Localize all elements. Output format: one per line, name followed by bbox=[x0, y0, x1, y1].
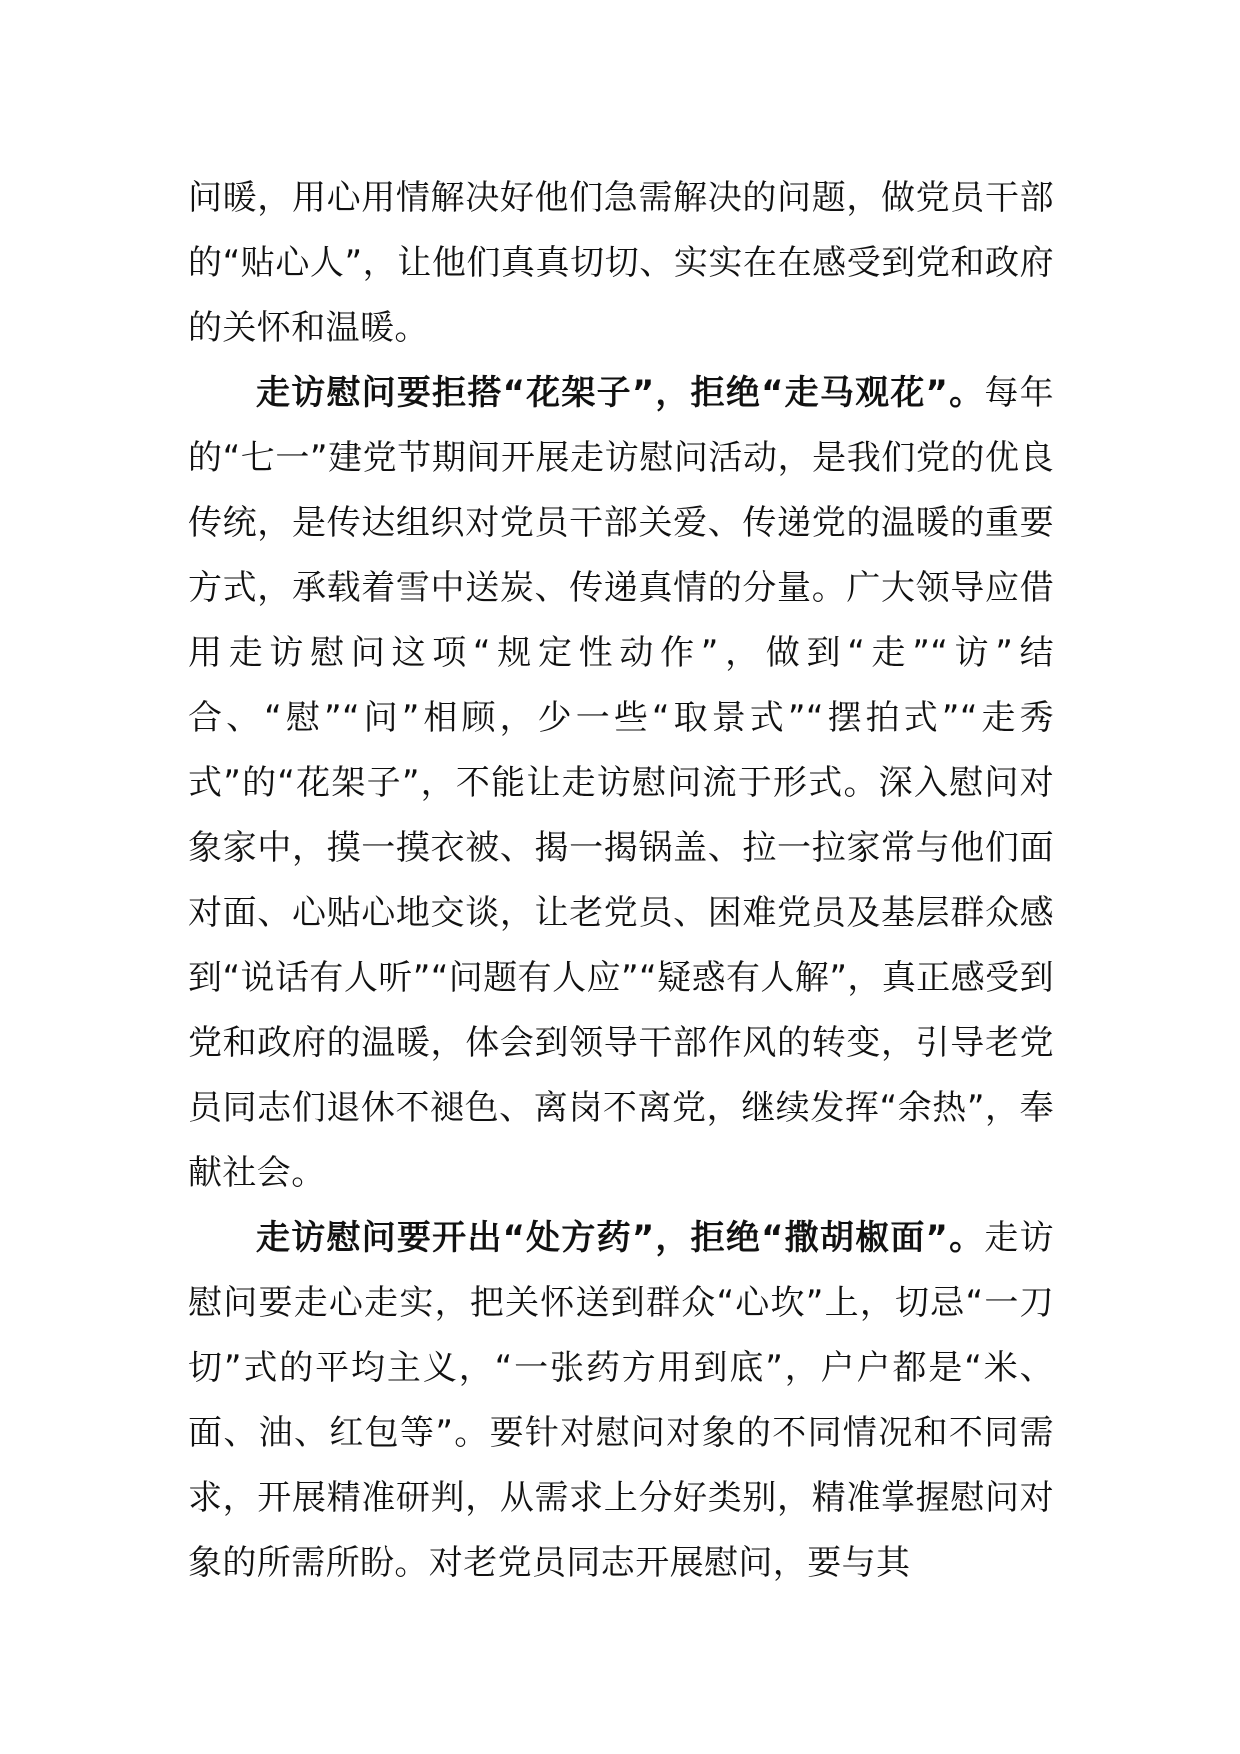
paragraph-1 bbox=[188, 166, 1054, 361]
paragraph-2 bbox=[188, 361, 1054, 1206]
paragraph-3-text: 走访慰问要走心走实，把关怀送到群众“心坎”上，切忌“一刀切”式的平均主义，“一张药方用到底”，户户都是“米、面、油、红包等”。要针对慰问对象的不同情况和不同需求，开展精准研判，从需求上分好类别，精准掌握慰问对象的所需所盼。对老党员同志开展慰问，要与其 bbox=[188, 1218, 1054, 1583]
paragraph-3-lead: 走访慰问要开出“处方药”，拒绝“撒胡椒面”。 bbox=[256, 1218, 985, 1258]
document-page bbox=[188, 166, 1054, 1596]
paragraph-2-text: 每年的“七一”建党节期间开展走访慰问活动，是我们党的优良传统，是传达组织对党员干部关爱、传递党的温暖的重要方式，承载着雪中送炭、传递真情的分量。广大领导应借用走访慰问这项“规定性动作”，做到“走”“访”结合、“慰”“问”相顾，少一些“取景式”“摆拍式”“走秀式”的“花架子”，不能让走访慰问流于形式。深入慰问对象家中，摸一摸衣被、揭一揭锅盖、拉一拉家常与他们面对面、心贴心地交谈，让老党员、困难党员及基层群众感到“说话有人听”“问题有人应”“疑惑有人解”，真正感受到党和政府的温暖，体会到领导干部作风的转变，引导老党员同志们退休不褪色、离岗不离党，继续发挥“余热”，奉献社会。 bbox=[188, 373, 1054, 1193]
paragraph-3 bbox=[188, 1206, 1054, 1596]
paragraph-2-lead: 走访慰问要拒搭“花架子”，拒绝“走马观花”。 bbox=[256, 373, 985, 413]
paragraph-1-text: 问暖，用心用情解决好他们急需解决的问题，做党员干部的“贴心人”，让他们真真切切、实实在在感受到党和政府的关怀和温暖。 bbox=[188, 178, 1054, 348]
